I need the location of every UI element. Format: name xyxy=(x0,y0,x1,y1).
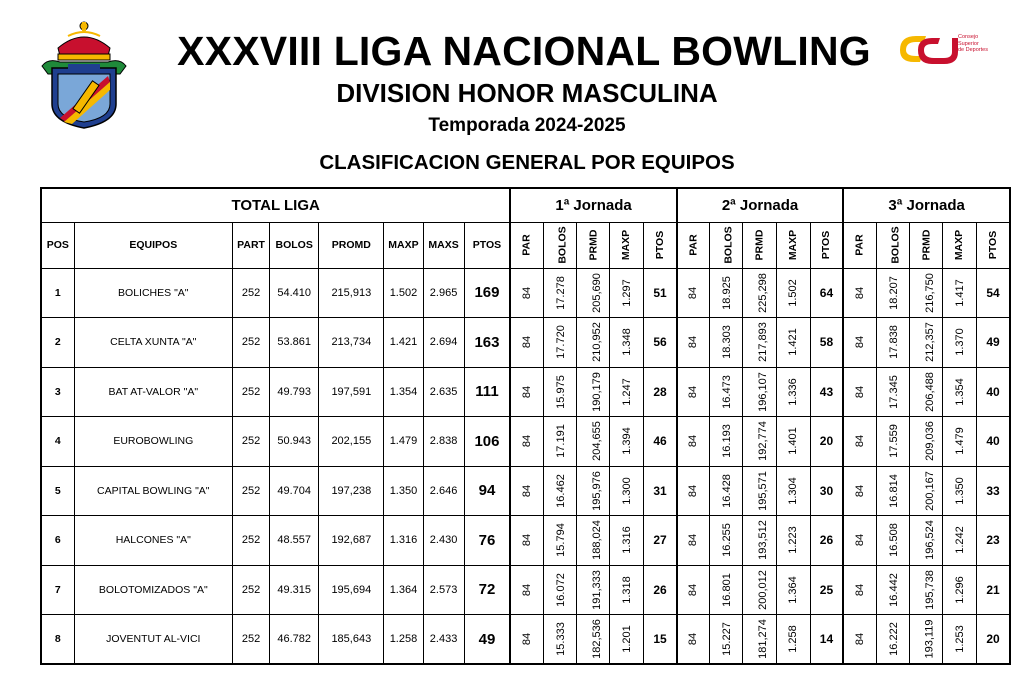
jornada-2-cell-bolos: 15.227 xyxy=(710,615,743,665)
cell-team: BOLICHES "A" xyxy=(74,268,232,318)
jornada-1-cell-bolos: 17.278 xyxy=(543,268,576,318)
jornada-1-col-header-maxp: MAXP xyxy=(610,222,644,268)
jornada-1-cell-par: 84 xyxy=(510,318,543,368)
jornada-2-cell-ptos: 43 xyxy=(810,367,843,417)
jornada-1-header: 1ª Jornada xyxy=(510,188,676,222)
cell-maxs: 2.430 xyxy=(423,516,464,566)
cell-maxs: 2.646 xyxy=(423,466,464,516)
jornada-3-cell-prmd: 196,524 xyxy=(909,516,942,566)
jornada-3-cell-ptos: 21 xyxy=(977,565,1010,615)
jornada-2-cell-bolos: 18.925 xyxy=(710,268,743,318)
jornada-2-cell-ptos: 30 xyxy=(810,466,843,516)
jornada-3-cell-maxp: 1.296 xyxy=(943,565,977,615)
jornada-2-cell-bolos: 16.193 xyxy=(710,417,743,467)
jornada-3-cell-ptos: 33 xyxy=(977,466,1010,516)
jornada-3-cell-prmd: 209,036 xyxy=(909,417,942,467)
jornada-3-col-header-maxp: MAXP xyxy=(943,222,977,268)
cell-part: 252 xyxy=(233,268,270,318)
jornada-1-cell-par: 84 xyxy=(510,516,543,566)
jornada-2-cell-ptos: 14 xyxy=(810,615,843,665)
cell-ptos: 72 xyxy=(464,565,510,615)
jornada-2-cell-maxp: 1.421 xyxy=(776,318,810,368)
cell-team: HALCONES "A" xyxy=(74,516,232,566)
jornada-1-cell-maxp: 1.394 xyxy=(610,417,644,467)
jornada-1-cell-ptos: 51 xyxy=(644,268,677,318)
jornada-3-col-header-ptos: PTOS xyxy=(977,222,1010,268)
col-header-maxp: MAXP xyxy=(384,222,423,268)
jornada-3-cell-bolos: 16.814 xyxy=(876,466,909,516)
col-header-ptos: PTOS xyxy=(464,222,510,268)
table-row xyxy=(41,516,1010,566)
jornada-1-cell-maxp: 1.201 xyxy=(610,615,644,665)
jornada-1-cell-prmd: 205,690 xyxy=(577,268,610,318)
col-header-bolos: BOLOS xyxy=(270,222,319,268)
jornada-1-cell-maxp: 1.247 xyxy=(610,367,644,417)
jornada-1-cell-bolos: 15.333 xyxy=(543,615,576,665)
cell-pos: 4 xyxy=(41,417,74,467)
table-row xyxy=(41,615,1010,665)
cell-pos: 3 xyxy=(41,367,74,417)
jornada-1-cell-bolos: 16.462 xyxy=(543,466,576,516)
cell-bolos: 48.557 xyxy=(270,516,319,566)
jornada-1-cell-ptos: 46 xyxy=(644,417,677,467)
jornada-2-cell-maxp: 1.223 xyxy=(776,516,810,566)
col-header-promd: PROMD xyxy=(319,222,384,268)
column-header-row xyxy=(41,222,1010,268)
jornada-3-cell-par: 84 xyxy=(843,268,876,318)
jornada-3-cell-maxp: 1.242 xyxy=(943,516,977,566)
jornada-2-cell-prmd: 192,774 xyxy=(743,417,776,467)
jornada-2-header: 2ª Jornada xyxy=(677,188,843,222)
jornada-3-cell-bolos: 16.222 xyxy=(876,615,909,665)
jornada-2-cell-bolos: 18.303 xyxy=(710,318,743,368)
jornada-1-cell-bolos: 16.072 xyxy=(543,565,576,615)
jornada-3-cell-par: 84 xyxy=(843,367,876,417)
jornada-1-cell-maxp: 1.297 xyxy=(610,268,644,318)
col-header-maxs: MAXS xyxy=(423,222,464,268)
cell-promd: 185,643 xyxy=(319,615,384,665)
cell-pos: 2 xyxy=(41,318,74,368)
cell-team: BAT AT-VALOR "A" xyxy=(74,367,232,417)
cell-ptos: 111 xyxy=(464,367,510,417)
cell-bolos: 53.861 xyxy=(270,318,319,368)
jornada-1-cell-par: 84 xyxy=(510,565,543,615)
jornada-3-cell-ptos: 23 xyxy=(977,516,1010,566)
jornada-1-cell-bolos: 15.975 xyxy=(543,367,576,417)
jornada-2-cell-ptos: 64 xyxy=(810,268,843,318)
jornada-3-cell-maxp: 1.417 xyxy=(943,268,977,318)
jornada-2-cell-prmd: 217,893 xyxy=(743,318,776,368)
cell-bolos: 49.704 xyxy=(270,466,319,516)
jornada-1-cell-ptos: 26 xyxy=(644,565,677,615)
cell-ptos: 169 xyxy=(464,268,510,318)
cell-pos: 6 xyxy=(41,516,74,566)
jornada-3-cell-maxp: 1.253 xyxy=(943,615,977,665)
jornada-2-cell-prmd: 196,107 xyxy=(743,367,776,417)
jornada-3-cell-par: 84 xyxy=(843,565,876,615)
page-title: XXXVIII LIGA NACIONAL BOWLING xyxy=(177,28,871,74)
jornada-2-cell-par: 84 xyxy=(677,466,710,516)
jornada-3-cell-maxp: 1.350 xyxy=(943,466,977,516)
jornada-2-cell-par: 84 xyxy=(677,615,710,665)
jornada-2-cell-prmd: 181,274 xyxy=(743,615,776,665)
jornada-1-cell-prmd: 210,952 xyxy=(577,318,610,368)
jornada-3-cell-ptos: 40 xyxy=(977,367,1010,417)
cell-promd: 213,734 xyxy=(319,318,384,368)
jornada-3-col-header-prmd: PRMD xyxy=(909,222,942,268)
jornada-2-cell-par: 84 xyxy=(677,565,710,615)
table-row xyxy=(41,367,1010,417)
cell-part: 252 xyxy=(233,318,270,368)
jornada-1-cell-maxp: 1.318 xyxy=(610,565,644,615)
jornada-3-cell-prmd: 212,357 xyxy=(909,318,942,368)
standings-body xyxy=(41,268,1010,664)
jornada-2-cell-par: 84 xyxy=(677,367,710,417)
jornada-3-cell-ptos: 54 xyxy=(977,268,1010,318)
section-title: CLASIFICACION GENERAL POR EQUIPOS xyxy=(319,151,735,174)
jornada-2-cell-prmd: 200,012 xyxy=(743,565,776,615)
cell-ptos: 49 xyxy=(464,615,510,665)
cell-ptos: 106 xyxy=(464,417,510,467)
jornada-3-cell-par: 84 xyxy=(843,615,876,665)
cell-promd: 192,687 xyxy=(319,516,384,566)
jornada-3-cell-prmd: 216,750 xyxy=(909,268,942,318)
jornada-3-cell-maxp: 1.354 xyxy=(943,367,977,417)
jornada-1-col-header-bolos: BOLOS xyxy=(543,222,576,268)
jornada-1-col-header-prmd: PRMD xyxy=(577,222,610,268)
jornada-3-cell-bolos: 17.559 xyxy=(876,417,909,467)
jornada-3-cell-par: 84 xyxy=(843,318,876,368)
jornada-1-cell-prmd: 188,024 xyxy=(577,516,610,566)
cell-part: 252 xyxy=(233,367,270,417)
jornada-1-cell-par: 84 xyxy=(510,466,543,516)
jornada-2-col-header-par: PAR xyxy=(677,222,710,268)
jornada-3-cell-par: 84 xyxy=(843,417,876,467)
jornada-2-cell-bolos: 16.801 xyxy=(710,565,743,615)
cell-team: CELTA XUNTA "A" xyxy=(74,318,232,368)
table-row xyxy=(41,318,1010,368)
jornada-2-cell-ptos: 25 xyxy=(810,565,843,615)
jornada-2-cell-par: 84 xyxy=(677,417,710,467)
jornada-2-cell-bolos: 16.473 xyxy=(710,367,743,417)
cell-maxp: 1.364 xyxy=(384,565,423,615)
cell-promd: 197,591 xyxy=(319,367,384,417)
jornada-2-col-header-prmd: PRMD xyxy=(743,222,776,268)
jornada-1-col-header-par: PAR xyxy=(510,222,543,268)
cell-maxs: 2.838 xyxy=(423,417,464,467)
cell-maxp: 1.316 xyxy=(384,516,423,566)
cell-promd: 202,155 xyxy=(319,417,384,467)
cell-team: BOLOTOMIZADOS "A" xyxy=(74,565,232,615)
jornada-1-cell-par: 84 xyxy=(510,367,543,417)
jornada-2-cell-bolos: 16.255 xyxy=(710,516,743,566)
jornada-1-cell-ptos: 15 xyxy=(644,615,677,665)
jornada-1-cell-ptos: 31 xyxy=(644,466,677,516)
jornada-3-cell-maxp: 1.370 xyxy=(943,318,977,368)
cell-maxs: 2.433 xyxy=(423,615,464,665)
jornada-2-col-header-bolos: BOLOS xyxy=(710,222,743,268)
jornada-2-cell-ptos: 58 xyxy=(810,318,843,368)
jornada-1-cell-maxp: 1.348 xyxy=(610,318,644,368)
cell-part: 252 xyxy=(233,615,270,665)
jornada-1-cell-ptos: 56 xyxy=(644,318,677,368)
jornada-3-cell-ptos: 49 xyxy=(977,318,1010,368)
jornada-2-cell-par: 84 xyxy=(677,516,710,566)
cell-part: 252 xyxy=(233,565,270,615)
jornada-1-cell-maxp: 1.316 xyxy=(610,516,644,566)
jornada-1-cell-par: 84 xyxy=(510,417,543,467)
cell-team: JOVENTUT AL-VICI xyxy=(74,615,232,665)
jornada-1-cell-par: 84 xyxy=(510,615,543,665)
cell-maxs: 2.965 xyxy=(423,268,464,318)
col-header-pos: POS xyxy=(41,222,74,268)
cell-maxp: 1.350 xyxy=(384,466,423,516)
cell-part: 252 xyxy=(233,417,270,467)
table-row xyxy=(41,268,1010,318)
col-header-equipos: EQUIPOS xyxy=(74,222,232,268)
jornada-3-header: 3ª Jornada xyxy=(843,188,1010,222)
table-row xyxy=(41,565,1010,615)
jornada-2-cell-ptos: 20 xyxy=(810,417,843,467)
jornada-3-cell-bolos: 16.508 xyxy=(876,516,909,566)
jornada-1-cell-ptos: 27 xyxy=(644,516,677,566)
jornada-1-col-header-ptos: PTOS xyxy=(644,222,677,268)
jornada-1-cell-bolos: 15.794 xyxy=(543,516,576,566)
cell-ptos: 94 xyxy=(464,466,510,516)
jornada-3-cell-bolos: 16.442 xyxy=(876,565,909,615)
cell-pos: 7 xyxy=(41,565,74,615)
cell-promd: 195,694 xyxy=(319,565,384,615)
jornada-3-cell-prmd: 200,167 xyxy=(909,466,942,516)
jornada-1-cell-bolos: 17.191 xyxy=(543,417,576,467)
cell-maxs: 2.573 xyxy=(423,565,464,615)
jornada-3-cell-ptos: 40 xyxy=(977,417,1010,467)
cell-ptos: 76 xyxy=(464,516,510,566)
jornada-2-col-header-maxp: MAXP xyxy=(776,222,810,268)
total-liga-header: TOTAL LIGA xyxy=(41,188,510,222)
jornada-2-cell-prmd: 195,571 xyxy=(743,466,776,516)
cell-ptos: 163 xyxy=(464,318,510,368)
jornada-3-col-header-par: PAR xyxy=(843,222,876,268)
jornada-3-cell-par: 84 xyxy=(843,516,876,566)
jornada-1-cell-prmd: 182,536 xyxy=(577,615,610,665)
jornada-2-cell-maxp: 1.364 xyxy=(776,565,810,615)
jornada-3-cell-maxp: 1.479 xyxy=(943,417,977,467)
jornada-3-cell-prmd: 195,738 xyxy=(909,565,942,615)
cell-maxp: 1.502 xyxy=(384,268,423,318)
cell-maxp: 1.258 xyxy=(384,615,423,665)
jornada-3-cell-prmd: 193,119 xyxy=(909,615,942,665)
cell-bolos: 46.782 xyxy=(270,615,319,665)
cell-maxp: 1.421 xyxy=(384,318,423,368)
jornada-3-cell-par: 84 xyxy=(843,466,876,516)
jornada-2-cell-par: 84 xyxy=(677,268,710,318)
cell-bolos: 49.315 xyxy=(270,565,319,615)
cell-promd: 197,238 xyxy=(319,466,384,516)
jornada-2-cell-maxp: 1.258 xyxy=(776,615,810,665)
jornada-2-cell-maxp: 1.304 xyxy=(776,466,810,516)
jornada-1-cell-prmd: 190,179 xyxy=(577,367,610,417)
cell-bolos: 49.793 xyxy=(270,367,319,417)
table-row xyxy=(41,417,1010,467)
cell-promd: 215,913 xyxy=(319,268,384,318)
division-title: DIVISION HONOR MASCULINA xyxy=(336,78,718,108)
jornada-2-cell-maxp: 1.401 xyxy=(776,417,810,467)
jornada-2-cell-ptos: 26 xyxy=(810,516,843,566)
jornada-1-cell-prmd: 204,655 xyxy=(577,417,610,467)
jornada-2-cell-prmd: 225,298 xyxy=(743,268,776,318)
jornada-1-cell-bolos: 17.720 xyxy=(543,318,576,368)
jornada-3-cell-prmd: 206,488 xyxy=(909,367,942,417)
cell-team: EUROBOWLING xyxy=(74,417,232,467)
jornada-3-col-header-bolos: BOLOS xyxy=(876,222,909,268)
jornada-1-cell-par: 84 xyxy=(510,268,543,318)
csd-caption: Consejo Superior de Deportes xyxy=(958,34,988,53)
jornada-2-col-header-ptos: PTOS xyxy=(810,222,843,268)
cell-maxp: 1.354 xyxy=(384,367,423,417)
cell-maxs: 2.694 xyxy=(423,318,464,368)
standings-table xyxy=(40,187,1011,665)
jornada-2-cell-prmd: 193,512 xyxy=(743,516,776,566)
table-row xyxy=(41,466,1010,516)
cell-pos: 8 xyxy=(41,615,74,665)
cell-maxs: 2.635 xyxy=(423,367,464,417)
cell-part: 252 xyxy=(233,466,270,516)
jornada-2-cell-maxp: 1.502 xyxy=(776,268,810,318)
jornada-1-cell-prmd: 195,976 xyxy=(577,466,610,516)
jornada-1-cell-ptos: 28 xyxy=(644,367,677,417)
cell-bolos: 50.943 xyxy=(270,417,319,467)
cell-maxp: 1.479 xyxy=(384,417,423,467)
cell-part: 252 xyxy=(233,516,270,566)
cell-bolos: 54.410 xyxy=(270,268,319,318)
jornada-3-cell-bolos: 17.838 xyxy=(876,318,909,368)
jornada-1-cell-maxp: 1.300 xyxy=(610,466,644,516)
jornada-3-cell-bolos: 18.207 xyxy=(876,268,909,318)
jornada-2-cell-par: 84 xyxy=(677,318,710,368)
jornada-3-cell-ptos: 20 xyxy=(977,615,1010,665)
cell-pos: 5 xyxy=(41,466,74,516)
jornada-2-cell-bolos: 16.428 xyxy=(710,466,743,516)
cell-team: CAPITAL BOWLING "A" xyxy=(74,466,232,516)
col-header-part: PART xyxy=(233,222,270,268)
jornada-3-cell-bolos: 17.345 xyxy=(876,367,909,417)
cell-pos: 1 xyxy=(41,268,74,318)
season-label: Temporada 2024-2025 xyxy=(428,115,626,136)
jornada-2-cell-maxp: 1.336 xyxy=(776,367,810,417)
jornada-1-cell-prmd: 191,333 xyxy=(577,565,610,615)
